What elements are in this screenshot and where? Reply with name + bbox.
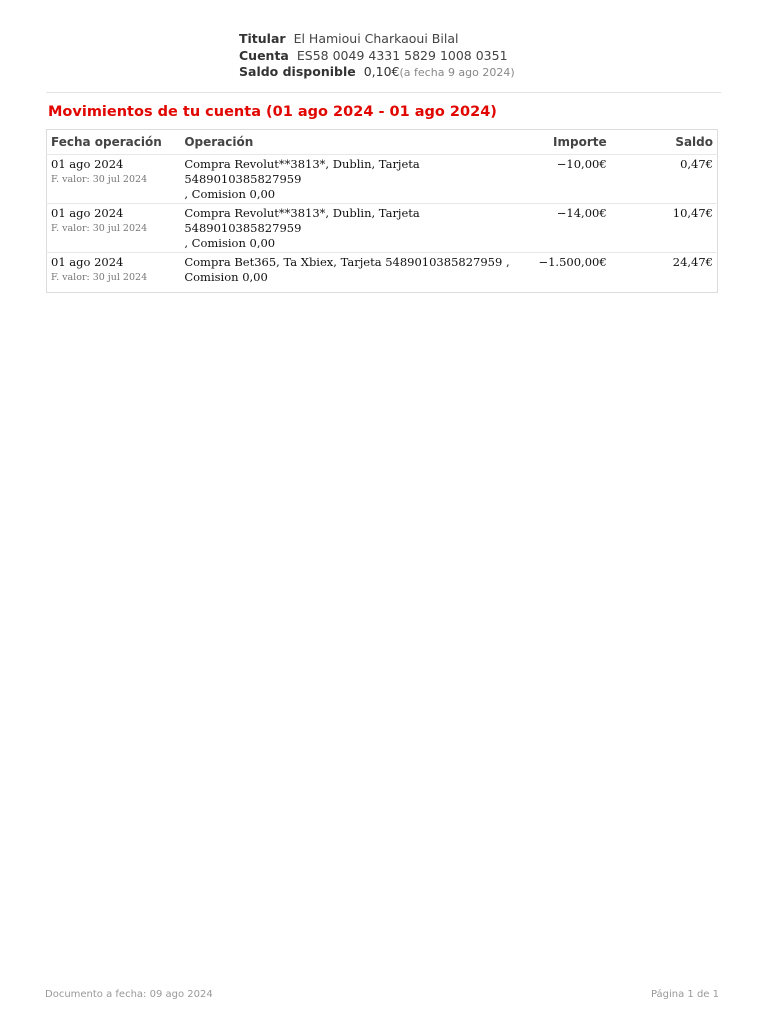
cuenta-label: Cuenta: [239, 48, 289, 63]
saldo-note: (a fecha 9 ago 2024): [399, 66, 515, 79]
table-row[interactable]: [47, 253, 718, 293]
column-header-importe: Importe: [553, 135, 607, 149]
operacion-line2: , Comision 0,00: [184, 187, 276, 201]
importe-cell: −10,00€: [525, 155, 611, 204]
fecha-valor: F. valor: 30 jul 2024: [51, 174, 148, 185]
header-divider: [46, 92, 721, 93]
operacion-line1: Compra Bet365, Ta Xbiex, Tarjeta 5489010385827959 ,: [184, 255, 510, 269]
fecha-operacion: 01 ago 2024: [51, 255, 124, 269]
saldo-label: Saldo disponible: [239, 64, 356, 79]
saldo-cell: 24,47€: [611, 253, 718, 293]
fecha-cell: [47, 253, 181, 293]
saldo-row: [239, 64, 515, 80]
table-row[interactable]: [47, 155, 718, 204]
fecha-cell: [47, 204, 181, 253]
importe-cell: −14,00€: [525, 204, 611, 253]
importe-cell: −1.500,00€: [525, 253, 611, 293]
movements-table: [46, 129, 718, 293]
operacion-cell: [180, 253, 524, 293]
titular-value: El Hamioui Charkaoui Bilal: [293, 31, 459, 46]
fecha-cell: [47, 155, 181, 204]
cuenta-row: [239, 48, 515, 64]
operacion-line1: Compra Revolut**3813*, Dublin, Tarjeta 5489010385827959: [184, 157, 420, 186]
column-header-operacion: Operación: [184, 135, 254, 149]
operacion-cell: [180, 204, 524, 253]
saldo-cell: 0,47€: [611, 155, 718, 204]
titular-label: Titular: [239, 31, 286, 46]
saldo-value: 0,10€: [363, 64, 400, 79]
table-row[interactable]: [47, 204, 718, 253]
operacion-cell: [180, 155, 524, 204]
operacion-line2: , Comision 0,00: [184, 236, 276, 250]
fecha-operacion: 01 ago 2024: [51, 206, 124, 220]
saldo-cell: 10,47€: [611, 204, 718, 253]
account-header: [239, 31, 515, 80]
titular-row: [239, 31, 515, 47]
fecha-operacion: 01 ago 2024: [51, 157, 124, 171]
fecha-valor: F. valor: 30 jul 2024: [51, 223, 148, 234]
table-header-row: [47, 130, 718, 155]
document-date: Documento a fecha: 09 ago 2024: [45, 989, 213, 1000]
cuenta-value: ES58 0049 4331 5829 1008 0351: [296, 48, 508, 63]
fecha-valor: F. valor: 30 jul 2024: [51, 272, 148, 283]
operacion-line1: Compra Revolut**3813*, Dublin, Tarjeta 5489010385827959: [184, 206, 420, 235]
section-title: Movimientos de tu cuenta (01 ago 2024 - 01 ago 2024): [48, 104, 497, 120]
column-header-fecha: Fecha operación: [51, 135, 162, 149]
column-header-saldo: Saldo: [675, 135, 713, 149]
page-number: Página 1 de 1: [650, 989, 719, 1000]
operacion-line2: Comision 0,00: [184, 270, 268, 284]
